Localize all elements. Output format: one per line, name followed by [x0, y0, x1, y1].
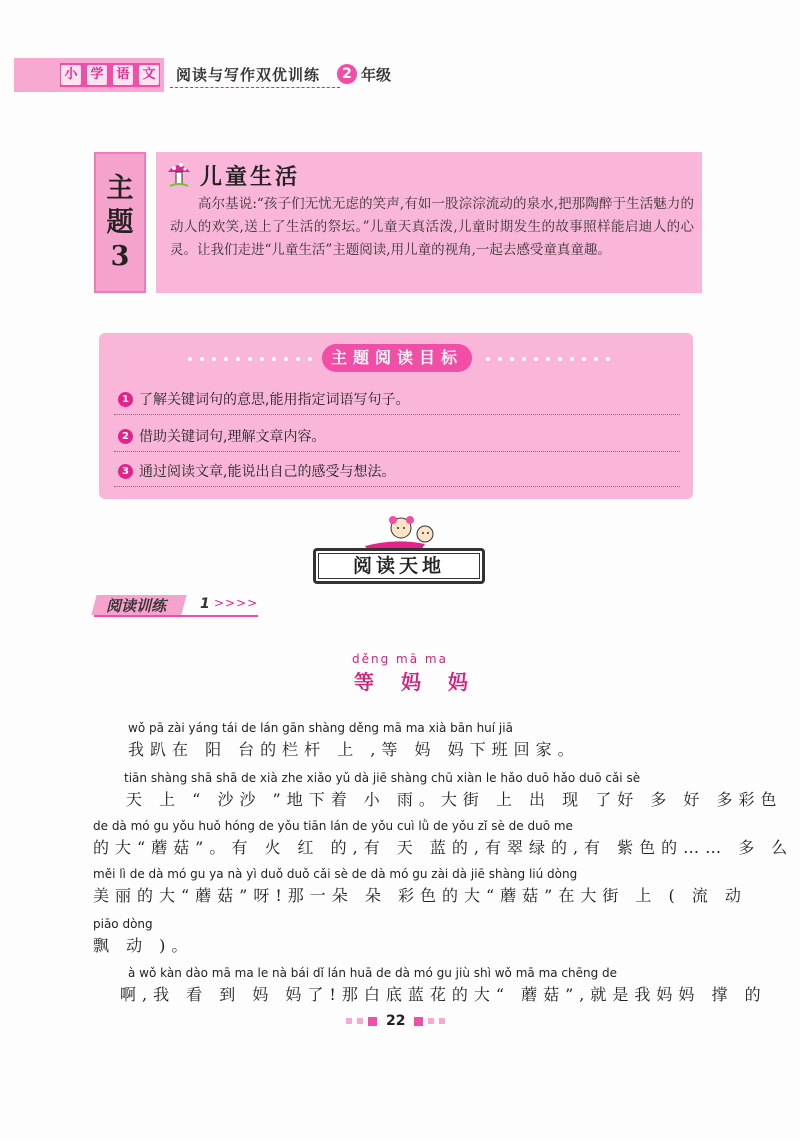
text-line: 飘 动 )。	[93, 936, 194, 955]
story-title-pinyin: děng mā ma	[352, 652, 448, 666]
goal-text: 了解关键词句的意思,能用指定词语写句子。	[139, 392, 410, 408]
pinyin-line: piāo dòng	[93, 917, 153, 931]
goal-number: 3	[118, 464, 133, 479]
theme-label-char: 题	[106, 206, 134, 238]
page-footer	[346, 1013, 445, 1029]
book-title: 阅读与写作双优训练	[176, 66, 321, 84]
header-divider	[170, 87, 340, 88]
pinyin-line: à wǒ kàn dào mā ma le nà bái dǐ lán huā de dà mó gu jiù shì wǒ mā ma chēng de	[128, 966, 618, 980]
goal-text: 借助关键词句,理解文章内容。	[139, 429, 326, 445]
training-arrows: >>>>	[214, 596, 259, 610]
story-title: 等 妈 妈	[354, 670, 478, 694]
training-number: 1	[200, 596, 210, 612]
pinyin-line: de dà mó gu yǒu huǒ hóng de yǒu tiān lán de yǒu cuì lǜ de yǒu zǐ sè de duō me	[93, 819, 573, 833]
grade-number: 2	[337, 64, 357, 84]
text-line: 美丽的大“蘑菇”呀!那一朵 朵 彩色的大“蘑菇”在大街 上 ( 流 动	[93, 886, 747, 905]
text-line: 天 上 “ 沙沙 ”地下着 小 雨。大街 上 出 现 了好 多 好 多彩色	[126, 790, 783, 809]
page-number: 22	[386, 1013, 406, 1029]
goal-item	[118, 426, 678, 446]
pinyin-line: wǒ pā zài yáng tái de lán gān shàng děng mā ma xià bān huí jiā	[128, 721, 513, 735]
subject-char: 语	[113, 65, 133, 85]
training-underline	[94, 615, 258, 617]
pinyin-line: tiān shàng shā shā de xià zhe xiǎo yǔ dà jiē shàng chū xiàn le hǎo duō hǎo duō cǎi sè	[124, 771, 641, 785]
goal-divider	[114, 414, 680, 415]
subject-char: 学	[87, 65, 107, 85]
subject-char: 文	[139, 65, 159, 85]
pinyin-line: měi lì de dà mó gu ya nà yì duǒ duǒ cǎi sè de dà mó gu zài dà jiē shàng liú dòng	[93, 867, 578, 881]
theme-label-char: 主	[106, 172, 134, 204]
goals-title: 主题阅读目标	[322, 344, 472, 372]
goal-item	[118, 461, 678, 481]
theme-label	[96, 154, 144, 291]
text-line: 啊,我 看 到 妈 妈了!那白底蓝花的大“ 蘑菇”,就是我妈妈 撑 的	[120, 985, 767, 1004]
grade-label: 年级	[361, 66, 392, 84]
text-line: 我趴在 阳 台的栏杆 上 ,等 妈 妈下班回家。	[128, 740, 580, 759]
goals-dots-right	[486, 357, 610, 361]
section-banner: 阅读天地	[318, 553, 480, 579]
training-label: 阅读训练	[106, 597, 167, 615]
goals-dots-left	[188, 357, 312, 361]
text-line: 的大“蘑菇”。有 火 红 的,有 天 蓝的,有翠绿的,有 紫色的…… 多 么	[93, 838, 794, 857]
goal-divider	[114, 486, 680, 487]
goal-text: 通过阅读文章,能说出自己的感受与想法。	[139, 464, 396, 480]
mushroom-icon	[166, 158, 192, 188]
theme-title: 儿童生活	[200, 165, 301, 190]
goal-number: 2	[118, 429, 133, 444]
theme-label-number: 3	[110, 240, 130, 272]
goal-number: 1	[118, 392, 133, 407]
subject-label	[60, 63, 160, 87]
goal-divider	[114, 451, 680, 452]
subject-char: 小	[61, 65, 81, 85]
theme-intro: 高尔基说:“孩子们无忧无虑的笑声,有如一股淙淙流动的泉水,把那陶醉于生活魅力的动人的欢笑,送上了生活的祭坛。”儿童天真活泼,儿童时期发生的故事照样能启迪人的心灵。让我们走进“儿童生活”主题阅读,用儿童的视角,一起去感受童真童趣。	[170, 196, 694, 258]
goal-item	[118, 389, 678, 409]
